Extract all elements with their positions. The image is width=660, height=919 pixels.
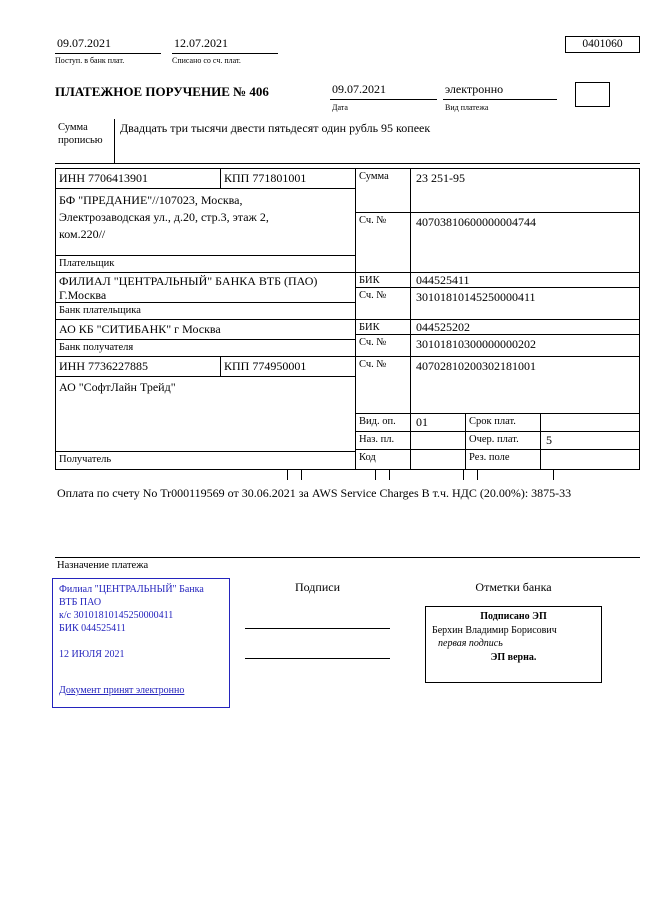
payer-bank-bik-row — [356, 273, 639, 288]
field-tick-mark — [463, 470, 464, 480]
payee-account-row — [356, 357, 639, 414]
sum-row — [356, 169, 639, 213]
payment-purpose-text: Оплата по счету No Tr000119569 от 30.06.2021 за AWS Service Charges В т.ч. НДС (20.00%): 3875-33 — [57, 486, 572, 500]
payee-bank-role-label: Банк получателя — [56, 340, 355, 357]
payee-role-label: Получатель — [59, 454, 112, 465]
amount-in-words-text: Двадцать три тысячи двести пятьдесят один рубль 95 копеек — [120, 121, 431, 135]
amount-in-words-label: Сумма прописью — [55, 119, 115, 163]
payee-account-value: 40702810200302181001 — [416, 359, 536, 373]
payment-kind-label: Вид платежа — [445, 103, 489, 112]
payer-bank-role-label: Банк плательщика — [56, 303, 355, 320]
status-box — [575, 82, 610, 107]
payee-bank-name: АО КБ "СИТИБАНК" г Москва — [56, 320, 355, 340]
payer-kpp: КПП 771801001 — [224, 171, 307, 185]
payee-inn: ИНН 7736227885 — [56, 357, 221, 376]
payee-bank-bik-label: БИК — [356, 320, 411, 334]
document-date-label: Дата — [332, 103, 348, 112]
document-date-value: 09.07.2021 — [330, 82, 437, 100]
payee-bank-bik-value: 044525202 — [416, 320, 470, 334]
requisites-right-column — [356, 169, 639, 469]
bank-marks-label: Отметки банка — [475, 580, 552, 594]
ocher-plat-label: Очер. плат. — [466, 432, 541, 449]
field-tick-mark — [553, 470, 554, 480]
payee-bank-account-value: 30101810300000000202 — [416, 337, 536, 351]
payee-bank-account-row — [356, 335, 639, 357]
payer-bank-name-line2: Г.Москва — [59, 288, 107, 302]
signature-line — [245, 628, 390, 629]
page-title: ПЛАТЕЖНОЕ ПОРУЧЕНИЕ № 406 — [55, 84, 269, 99]
stamp-bik: БИК 044525411 — [59, 623, 126, 634]
payee-name: АО "СофтЛайн Трейд" — [56, 377, 355, 452]
signatures-label: Подписи — [294, 580, 341, 594]
vid-op-value: 01 — [411, 414, 466, 431]
payer-bank-account-value: 30101810145250000411 — [416, 290, 536, 304]
stamp-bank-name: Филиал "ЦЕНТРАЛЬНЫЙ" Банка ВТБ ПАО — [59, 584, 204, 608]
stamp-note: Документ принят электронно — [59, 685, 185, 696]
payment-purpose-section — [55, 557, 640, 573]
form-code-box: 0401060 — [565, 36, 640, 53]
ep-verified-text: ЭП верна. — [490, 651, 537, 663]
payment-purpose-label: Назначение платежа — [57, 560, 149, 571]
requisites-table — [55, 168, 640, 470]
naz-pl-value — [411, 432, 466, 449]
signature-kind: первая подпись — [438, 638, 503, 649]
payee-bank-bik-row — [356, 320, 639, 335]
amount-in-words-row — [55, 119, 640, 164]
requisites-left-column — [56, 169, 356, 469]
payment-designation-row — [356, 432, 639, 450]
field-tick-mark — [389, 470, 390, 480]
receipt-date-label: Поступ. в банк плат. — [55, 56, 125, 65]
naz-pl-label: Наз. пл. — [356, 432, 411, 449]
sum-value: 23 251-95 — [416, 171, 465, 185]
stamp-corr-account: к/с 30101810145250000411 — [59, 610, 174, 621]
payee-inn-kpp-row — [56, 357, 355, 377]
receipt-date-value: 09.07.2021 — [55, 36, 161, 54]
rez-pole-value — [541, 450, 639, 469]
sum-label: Сумма — [356, 169, 411, 212]
payer-account-label: Сч. № — [356, 213, 411, 272]
payer-role-label: Плательщик — [56, 256, 355, 273]
rez-pole-label: Рез. поле — [466, 450, 541, 469]
payer-name-cell — [56, 189, 355, 256]
operation-type-row — [356, 414, 639, 432]
stamp-date: 12 ИЮЛЯ 2021 — [59, 649, 125, 660]
payer-inn: ИНН 7706413901 — [56, 169, 221, 188]
payer-name: БФ "ПРЕДАНИЕ"//107023, Москва, Электрозаводская ул., д.20, стр.3, этаж 2, ком.220// — [59, 193, 269, 241]
kod-label: Код — [356, 450, 411, 469]
receipt-date-field — [55, 36, 161, 65]
signer-name: Берхин Владимир Борисович — [432, 624, 557, 636]
bank-marks-box — [425, 606, 602, 683]
code-row — [356, 450, 639, 469]
payer-bank-bik-label: БИК — [356, 273, 411, 287]
field-tick-mark — [375, 470, 376, 480]
payer-account-value: 40703810600000004744 — [416, 215, 536, 229]
srok-plat-value — [541, 414, 639, 431]
debit-date-label: Списано со сч. плат. — [172, 56, 241, 65]
payment-kind-value: электронно — [443, 82, 557, 100]
vid-op-label: Вид. оп. — [356, 414, 411, 431]
field-tick-mark — [287, 470, 288, 480]
payer-inn-kpp-row — [56, 169, 355, 189]
ocher-plat-value: 5 — [546, 433, 552, 447]
payer-bank-bik-value: 044525411 — [416, 273, 470, 287]
srok-plat-label: Срок плат. — [466, 414, 541, 431]
signature-line — [245, 658, 390, 659]
field-tick-mark — [477, 470, 478, 480]
kod-value — [411, 450, 466, 469]
field-tick-mark — [301, 470, 302, 480]
debit-date-field — [172, 36, 278, 65]
payer-bank-account-label: Сч. № — [356, 288, 411, 319]
payee-kpp: КПП 774950001 — [224, 359, 307, 373]
payer-bank-name-line1: ФИЛИАЛ "ЦЕНТРАЛЬНЫЙ" БАНКА ВТБ (ПАО) — [59, 274, 318, 288]
payer-bank-name-cell — [56, 273, 355, 303]
payee-bank-account-label: Сч. № — [356, 335, 411, 356]
debit-date-value: 12.07.2021 — [172, 36, 278, 54]
payer-bank-account-row — [356, 288, 639, 320]
bank-stamp — [52, 578, 230, 708]
signed-ep-title: Подписано ЭП — [480, 611, 547, 622]
payer-account-row — [356, 213, 639, 273]
payee-account-label: Сч. № — [356, 357, 411, 413]
